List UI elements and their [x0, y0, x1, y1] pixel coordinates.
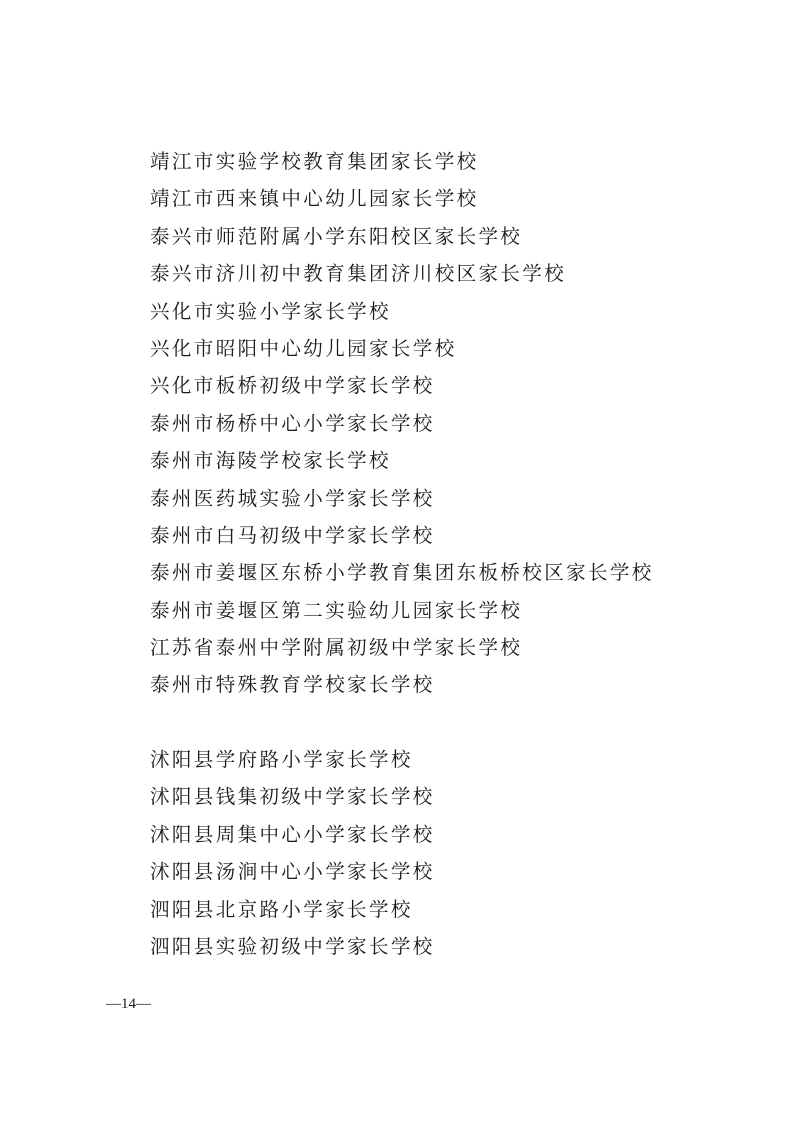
list-item: 泰州市杨桥中心小学家长学校 [150, 411, 435, 435]
list-item: 泗阳县北京路小学家长学校 [150, 897, 413, 921]
list-item: 泰州市姜堰区第二实验幼儿园家长学校 [150, 598, 523, 622]
list-item: 泰州市白马初级中学家长学校 [150, 523, 435, 547]
page-number: —14— [106, 996, 151, 1012]
list-item: 沭阳县周集中心小学家长学校 [150, 822, 435, 846]
list-item: 兴化市板桥初级中学家长学校 [150, 374, 435, 398]
list-item: 泰兴市济川初中教育集团济川校区家长学校 [150, 262, 567, 286]
list-item: 沭阳县钱集初级中学家长学校 [150, 785, 435, 809]
list-item: 泰州医药城实验小学家长学校 [150, 486, 435, 510]
list-item: 兴化市昭阳中心幼儿园家长学校 [150, 336, 457, 360]
list-item: 泰州市特殊教育学校家长学校 [150, 673, 435, 697]
list-item: 泰州市海陵学校家长学校 [150, 449, 391, 473]
school-list-suqian [150, 741, 435, 965]
school-list-taizhou [150, 143, 654, 704]
list-item: 泰州市姜堰区东桥小学教育集团东板桥校区家长学校 [150, 561, 654, 585]
list-item: 兴化市实验小学家长学校 [150, 299, 391, 323]
list-item: 泰兴市师范附属小学东阳校区家长学校 [150, 224, 523, 248]
list-item: 泗阳县实验初级中学家长学校 [150, 934, 435, 958]
list-item: 江苏省泰州中学附属初级中学家长学校 [150, 636, 523, 660]
list-item: 沭阳县学府路小学家长学校 [150, 748, 413, 771]
list-item: 靖江市西来镇中心幼儿园家长学校 [150, 187, 479, 211]
list-item: 沭阳县汤涧中心小学家长学校 [150, 860, 435, 884]
list-item: 靖江市实验学校教育集团家长学校 [150, 150, 479, 173]
